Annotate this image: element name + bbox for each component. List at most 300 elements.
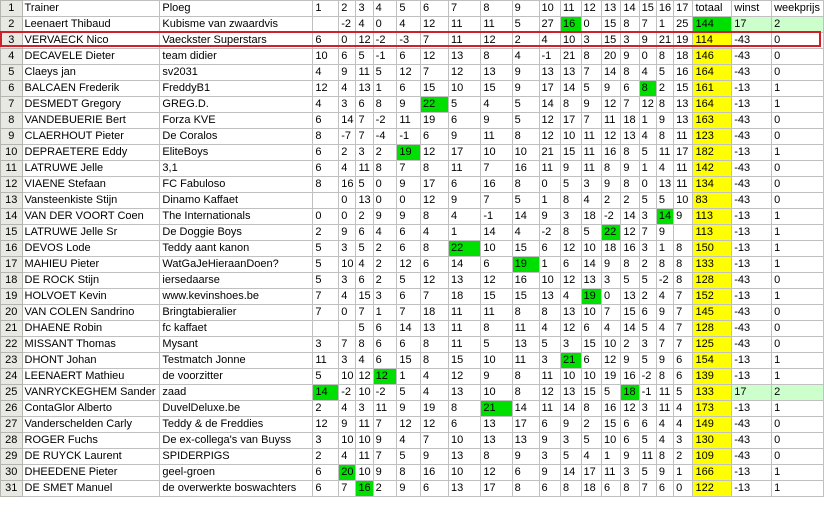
row-header[interactable]: 18 xyxy=(1,273,23,289)
week-score-cell[interactable]: 2 xyxy=(601,193,620,209)
week-score-cell[interactable]: 5 xyxy=(639,433,656,449)
week-score-cell[interactable]: 14 xyxy=(313,385,339,401)
week-score-cell[interactable]: 12 xyxy=(449,65,481,81)
week-score-cell[interactable]: 8 xyxy=(561,97,581,113)
week-score-cell[interactable]: 11 xyxy=(397,113,421,129)
week-score-cell[interactable]: 6 xyxy=(421,481,449,497)
week-score-cell[interactable]: 11 xyxy=(313,353,339,369)
week-score-cell[interactable]: 6 xyxy=(449,113,481,129)
week-score-cell[interactable]: 8 xyxy=(512,385,539,401)
week-score-cell[interactable]: 7 xyxy=(397,161,421,177)
week-score-cell[interactable]: 6 xyxy=(373,353,397,369)
team-cell[interactable]: Vaeckster Superstars xyxy=(160,33,313,49)
team-cell[interactable]: Teddy aant kanon xyxy=(160,241,313,257)
week-score-cell[interactable]: 11 xyxy=(674,161,693,177)
week-score-cell[interactable]: 11 xyxy=(449,337,481,353)
week-score-cell[interactable]: 5 xyxy=(581,225,601,241)
week-score-cell[interactable]: 6 xyxy=(397,225,421,241)
week-score-cell[interactable]: 12 xyxy=(421,17,449,33)
week-score-cell[interactable]: 17 xyxy=(581,465,601,481)
week-score-cell[interactable]: 9 xyxy=(674,209,693,225)
total-cell[interactable]: 134 xyxy=(693,177,732,193)
week-score-cell[interactable]: 19 xyxy=(397,145,421,161)
team-cell[interactable]: EliteBoys xyxy=(160,145,313,161)
week-score-cell[interactable]: 10 xyxy=(356,465,373,481)
week-score-cell[interactable]: 4 xyxy=(339,401,356,417)
total-cell[interactable]: 83 xyxy=(693,193,732,209)
week-score-cell[interactable]: 1 xyxy=(656,241,673,257)
column-header[interactable]: 2 xyxy=(339,1,356,17)
week-score-cell[interactable] xyxy=(313,193,339,209)
trainer-cell[interactable]: ROGER Fuchs xyxy=(22,433,160,449)
trainer-cell[interactable]: DECAVELE Dieter xyxy=(22,49,160,65)
trainer-cell[interactable]: DEPRAETERE Eddy xyxy=(22,145,160,161)
weekprijs-cell[interactable]: 1 xyxy=(772,481,824,497)
week-score-cell[interactable]: 14 xyxy=(656,209,673,225)
week-score-cell[interactable]: 5 xyxy=(313,257,339,273)
week-score-cell[interactable]: 11 xyxy=(481,17,512,33)
week-score-cell[interactable]: 7 xyxy=(421,289,449,305)
week-score-cell[interactable]: 1 xyxy=(639,113,656,129)
week-score-cell[interactable]: 6 xyxy=(656,481,673,497)
week-score-cell[interactable]: 9 xyxy=(397,401,421,417)
week-score-cell[interactable]: 13 xyxy=(656,177,673,193)
week-score-cell[interactable]: 4 xyxy=(601,321,620,337)
week-score-cell[interactable]: 7 xyxy=(339,337,356,353)
week-score-cell[interactable]: 2 xyxy=(373,145,397,161)
trainer-cell[interactable]: ContaGlor Alberto xyxy=(22,401,160,417)
week-score-cell[interactable]: 3 xyxy=(639,337,656,353)
column-header[interactable]: 9 xyxy=(512,1,539,17)
trainer-cell[interactable]: DE SMET Manuel xyxy=(22,481,160,497)
week-score-cell[interactable]: 10 xyxy=(601,337,620,353)
total-cell[interactable]: 146 xyxy=(693,49,732,65)
column-header[interactable]: 5 xyxy=(397,1,421,17)
week-score-cell[interactable]: 15 xyxy=(601,417,620,433)
row-header[interactable]: 8 xyxy=(1,113,23,129)
week-score-cell[interactable]: 4 xyxy=(656,417,673,433)
week-score-cell[interactable]: 4 xyxy=(356,257,373,273)
week-score-cell[interactable]: 16 xyxy=(421,465,449,481)
week-score-cell[interactable]: 2 xyxy=(373,257,397,273)
week-score-cell[interactable]: -2 xyxy=(373,33,397,49)
team-cell[interactable]: FreddyB1 xyxy=(160,81,313,97)
week-score-cell[interactable]: 11 xyxy=(449,161,481,177)
week-score-cell[interactable]: 11 xyxy=(674,129,693,145)
week-score-cell[interactable]: 14 xyxy=(581,257,601,273)
week-score-cell[interactable]: 6 xyxy=(539,417,561,433)
week-score-cell[interactable]: 11 xyxy=(373,401,397,417)
total-cell[interactable]: 152 xyxy=(693,289,732,305)
column-header[interactable]: 7 xyxy=(449,1,481,17)
week-score-cell[interactable]: 11 xyxy=(656,385,673,401)
team-cell[interactable]: DuvelDeluxe.be xyxy=(160,401,313,417)
week-score-cell[interactable]: 15 xyxy=(481,81,512,97)
week-score-cell[interactable]: 2 xyxy=(621,193,639,209)
week-score-cell[interactable]: 12 xyxy=(481,273,512,289)
week-score-cell[interactable] xyxy=(674,225,693,241)
row-header[interactable]: 29 xyxy=(1,449,23,465)
week-score-cell[interactable]: 17 xyxy=(539,81,561,97)
column-header[interactable]: 12 xyxy=(581,1,601,17)
week-score-cell[interactable]: 22 xyxy=(421,97,449,113)
week-score-cell[interactable]: 0 xyxy=(581,17,601,33)
week-score-cell[interactable]: 5 xyxy=(313,241,339,257)
winst-cell[interactable]: -13 xyxy=(732,225,772,241)
week-score-cell[interactable]: 1 xyxy=(449,225,481,241)
column-header[interactable]: 6 xyxy=(421,1,449,17)
week-score-cell[interactable]: 13 xyxy=(581,273,601,289)
week-score-cell[interactable]: 13 xyxy=(561,305,581,321)
week-score-cell[interactable]: 11 xyxy=(512,353,539,369)
week-score-cell[interactable]: 8 xyxy=(621,145,639,161)
week-score-cell[interactable]: 7 xyxy=(674,289,693,305)
week-score-cell[interactable]: 4 xyxy=(356,17,373,33)
week-score-cell[interactable]: 6 xyxy=(313,481,339,497)
winst-cell[interactable]: -13 xyxy=(732,369,772,385)
week-score-cell[interactable]: 3 xyxy=(561,433,581,449)
week-score-cell[interactable]: 11 xyxy=(601,113,620,129)
week-score-cell[interactable]: 14 xyxy=(339,113,356,129)
week-score-cell[interactable]: 4 xyxy=(656,161,673,177)
week-score-cell[interactable]: -1 xyxy=(397,129,421,145)
week-score-cell[interactable]: 14 xyxy=(512,209,539,225)
week-score-cell[interactable]: 15 xyxy=(581,385,601,401)
week-score-cell[interactable]: 6 xyxy=(397,337,421,353)
column-header[interactable]: totaal xyxy=(693,1,732,17)
column-header[interactable]: 14 xyxy=(621,1,639,17)
week-score-cell[interactable]: 8 xyxy=(512,129,539,145)
week-score-cell[interactable]: 11 xyxy=(581,145,601,161)
trainer-cell[interactable]: DHEEDENE Pieter xyxy=(22,465,160,481)
week-score-cell[interactable]: 2 xyxy=(373,273,397,289)
weekprijs-cell[interactable]: 0 xyxy=(772,129,824,145)
trainer-cell[interactable]: VAN DER VOORT Coen xyxy=(22,209,160,225)
week-score-cell[interactable]: 12 xyxy=(481,33,512,49)
week-score-cell[interactable]: 12 xyxy=(539,113,561,129)
week-score-cell[interactable]: 8 xyxy=(561,193,581,209)
week-score-cell[interactable]: 9 xyxy=(373,433,397,449)
total-cell[interactable]: 164 xyxy=(693,97,732,113)
total-cell[interactable]: 122 xyxy=(693,481,732,497)
total-cell[interactable]: 113 xyxy=(693,209,732,225)
week-score-cell[interactable]: 19 xyxy=(421,401,449,417)
row-header[interactable]: 11 xyxy=(1,161,23,177)
week-score-cell[interactable]: 8 xyxy=(561,225,581,241)
row-header[interactable]: 16 xyxy=(1,241,23,257)
week-score-cell[interactable]: 6 xyxy=(397,81,421,97)
week-score-cell[interactable]: 1 xyxy=(539,257,561,273)
week-score-cell[interactable]: 6 xyxy=(313,113,339,129)
week-score-cell[interactable]: 21 xyxy=(561,49,581,65)
total-cell[interactable]: 133 xyxy=(693,385,732,401)
week-score-cell[interactable]: 17 xyxy=(674,145,693,161)
weekprijs-cell[interactable]: 0 xyxy=(772,49,824,65)
week-score-cell[interactable]: 3 xyxy=(601,273,620,289)
week-score-cell[interactable]: -1 xyxy=(481,209,512,225)
week-score-cell[interactable]: 19 xyxy=(601,369,620,385)
trainer-cell[interactable]: CLAERHOUT Pieter xyxy=(22,129,160,145)
week-score-cell[interactable]: 9 xyxy=(397,97,421,113)
week-score-cell[interactable]: 0 xyxy=(674,481,693,497)
week-score-cell[interactable]: 0 xyxy=(639,49,656,65)
week-score-cell[interactable]: 12 xyxy=(601,129,620,145)
week-score-cell[interactable]: 11 xyxy=(539,369,561,385)
winst-cell[interactable]: -43 xyxy=(732,49,772,65)
week-score-cell[interactable]: 3 xyxy=(639,209,656,225)
week-score-cell[interactable]: 8 xyxy=(621,65,639,81)
week-score-cell[interactable]: 3 xyxy=(356,145,373,161)
week-score-cell[interactable]: 9 xyxy=(656,225,673,241)
week-score-cell[interactable]: 16 xyxy=(674,65,693,81)
week-score-cell[interactable]: 13 xyxy=(512,433,539,449)
weekprijs-cell[interactable]: 1 xyxy=(772,97,824,113)
week-score-cell[interactable]: 9 xyxy=(601,81,620,97)
week-score-cell[interactable]: 6 xyxy=(339,49,356,65)
week-score-cell[interactable]: 5 xyxy=(639,145,656,161)
week-score-cell[interactable]: 7 xyxy=(421,65,449,81)
week-score-cell[interactable]: 6 xyxy=(356,97,373,113)
week-score-cell[interactable]: 8 xyxy=(512,369,539,385)
week-score-cell[interactable]: 5 xyxy=(621,273,639,289)
week-score-cell[interactable]: 5 xyxy=(356,321,373,337)
week-score-cell[interactable]: 10 xyxy=(512,145,539,161)
week-score-cell[interactable] xyxy=(313,17,339,33)
week-score-cell[interactable]: 13 xyxy=(421,321,449,337)
row-header[interactable]: 22 xyxy=(1,337,23,353)
week-score-cell[interactable]: 9 xyxy=(339,65,356,81)
week-score-cell[interactable]: 8 xyxy=(421,209,449,225)
week-score-cell[interactable]: 8 xyxy=(656,49,673,65)
week-score-cell[interactable]: 4 xyxy=(313,65,339,81)
week-score-cell[interactable]: 13 xyxy=(356,193,373,209)
trainer-cell[interactable]: HOLVOET Kevin xyxy=(22,289,160,305)
week-score-cell[interactable]: 16 xyxy=(481,177,512,193)
row-header[interactable]: 21 xyxy=(1,321,23,337)
week-score-cell[interactable]: 9 xyxy=(561,417,581,433)
week-score-cell[interactable]: 8 xyxy=(313,177,339,193)
week-score-cell[interactable]: 6 xyxy=(313,33,339,49)
week-score-cell[interactable]: 14 xyxy=(397,321,421,337)
week-score-cell[interactable]: 4 xyxy=(339,289,356,305)
winst-cell[interactable]: -43 xyxy=(732,321,772,337)
week-score-cell[interactable]: -7 xyxy=(339,129,356,145)
week-score-cell[interactable]: 6 xyxy=(373,337,397,353)
week-score-cell[interactable]: 10 xyxy=(481,145,512,161)
week-score-cell[interactable]: 10 xyxy=(561,33,581,49)
week-score-cell[interactable]: 8 xyxy=(421,353,449,369)
week-score-cell[interactable]: 8 xyxy=(639,81,656,97)
week-score-cell[interactable]: 8 xyxy=(512,305,539,321)
team-cell[interactable]: De Doggie Boys xyxy=(160,225,313,241)
row-header[interactable]: 15 xyxy=(1,225,23,241)
week-score-cell[interactable]: 5 xyxy=(561,449,581,465)
week-score-cell[interactable]: 0 xyxy=(339,33,356,49)
week-score-cell[interactable]: 4 xyxy=(512,225,539,241)
week-score-cell[interactable]: 15 xyxy=(356,289,373,305)
week-score-cell[interactable]: 1 xyxy=(373,305,397,321)
week-score-cell[interactable]: 18 xyxy=(421,305,449,321)
week-score-cell[interactable]: 12 xyxy=(397,257,421,273)
total-cell[interactable]: 154 xyxy=(693,353,732,369)
week-score-cell[interactable]: 9 xyxy=(656,353,673,369)
week-score-cell[interactable]: 9 xyxy=(601,257,620,273)
week-score-cell[interactable]: 19 xyxy=(512,257,539,273)
trainer-cell[interactable]: DE RUYCK Laurent xyxy=(22,449,160,465)
week-score-cell[interactable]: -1 xyxy=(539,49,561,65)
week-score-cell[interactable]: 12 xyxy=(421,273,449,289)
week-score-cell[interactable]: 5 xyxy=(313,369,339,385)
winst-cell[interactable]: -43 xyxy=(732,433,772,449)
trainer-cell[interactable]: DHONT Johan xyxy=(22,353,160,369)
week-score-cell[interactable]: 3 xyxy=(674,433,693,449)
row-header[interactable]: 25 xyxy=(1,385,23,401)
week-score-cell[interactable]: 9 xyxy=(373,209,397,225)
column-header[interactable]: 13 xyxy=(601,1,620,17)
week-score-cell[interactable]: 8 xyxy=(356,337,373,353)
week-score-cell[interactable]: 12 xyxy=(397,417,421,433)
week-score-cell[interactable]: 3 xyxy=(339,353,356,369)
week-score-cell[interactable]: 4 xyxy=(539,33,561,49)
week-score-cell[interactable]: 18 xyxy=(581,481,601,497)
team-cell[interactable]: 3,1 xyxy=(160,161,313,177)
week-score-cell[interactable]: 13 xyxy=(561,385,581,401)
week-score-cell[interactable]: 2 xyxy=(621,337,639,353)
week-score-cell[interactable]: 4 xyxy=(674,401,693,417)
week-score-cell[interactable]: 10 xyxy=(339,257,356,273)
week-score-cell[interactable]: 0 xyxy=(397,193,421,209)
week-score-cell[interactable]: 3 xyxy=(639,401,656,417)
week-score-cell[interactable]: 10 xyxy=(313,49,339,65)
winst-cell[interactable]: -43 xyxy=(732,305,772,321)
week-score-cell[interactable]: 15 xyxy=(481,289,512,305)
week-score-cell[interactable]: 7 xyxy=(373,417,397,433)
week-score-cell[interactable]: 9 xyxy=(373,465,397,481)
week-score-cell[interactable]: 6 xyxy=(313,145,339,161)
total-cell[interactable]: 164 xyxy=(693,65,732,81)
week-score-cell[interactable]: 5 xyxy=(639,193,656,209)
week-score-cell[interactable]: 6 xyxy=(674,369,693,385)
week-score-cell[interactable]: 19 xyxy=(421,113,449,129)
week-score-cell[interactable]: 9 xyxy=(481,369,512,385)
week-score-cell[interactable]: 22 xyxy=(601,225,620,241)
week-score-cell[interactable]: 10 xyxy=(581,369,601,385)
week-score-cell[interactable]: 3 xyxy=(373,289,397,305)
week-score-cell[interactable]: 2 xyxy=(313,449,339,465)
week-score-cell[interactable]: 9 xyxy=(397,481,421,497)
week-score-cell[interactable]: 8 xyxy=(512,177,539,193)
winst-cell[interactable]: -13 xyxy=(732,465,772,481)
week-score-cell[interactable]: 8 xyxy=(481,449,512,465)
week-score-cell[interactable]: 14 xyxy=(512,401,539,417)
week-score-cell[interactable]: 5 xyxy=(601,385,620,401)
week-score-cell[interactable]: -2 xyxy=(373,113,397,129)
trainer-cell[interactable]: DESMEDT Gregory xyxy=(22,97,160,113)
total-cell[interactable]: 123 xyxy=(693,129,732,145)
week-score-cell[interactable]: 7 xyxy=(373,449,397,465)
team-cell[interactable]: GREG.D. xyxy=(160,97,313,113)
week-score-cell[interactable]: 4 xyxy=(561,289,581,305)
week-score-cell[interactable]: 8 xyxy=(581,401,601,417)
week-score-cell[interactable]: 13 xyxy=(449,273,481,289)
week-score-cell[interactable]: 8 xyxy=(674,241,693,257)
week-score-cell[interactable]: 21 xyxy=(539,145,561,161)
week-score-cell[interactable]: 14 xyxy=(561,401,581,417)
week-score-cell[interactable]: 6 xyxy=(356,273,373,289)
week-score-cell[interactable]: 3 xyxy=(621,465,639,481)
week-score-cell[interactable]: 16 xyxy=(356,481,373,497)
week-score-cell[interactable]: 9 xyxy=(449,129,481,145)
week-score-cell[interactable]: 13 xyxy=(449,449,481,465)
week-score-cell[interactable]: 8 xyxy=(421,241,449,257)
week-score-cell[interactable]: 15 xyxy=(674,81,693,97)
week-score-cell[interactable]: 10 xyxy=(339,433,356,449)
week-score-cell[interactable]: 6 xyxy=(421,257,449,273)
week-score-cell[interactable]: 2 xyxy=(356,209,373,225)
winst-cell[interactable]: -13 xyxy=(732,209,772,225)
trainer-cell[interactable]: Vansteenkiste Stijn xyxy=(22,193,160,209)
row-header-1[interactable]: 1 xyxy=(1,1,23,17)
week-score-cell[interactable]: 13 xyxy=(481,65,512,81)
week-score-cell[interactable]: 9 xyxy=(481,113,512,129)
week-score-cell[interactable]: 8 xyxy=(656,449,673,465)
week-score-cell[interactable] xyxy=(313,321,339,337)
trainer-cell[interactable]: Claeys jan xyxy=(22,65,160,81)
week-score-cell[interactable]: 5 xyxy=(639,321,656,337)
winst-cell[interactable]: -13 xyxy=(732,145,772,161)
weekprijs-cell[interactable]: 1 xyxy=(772,401,824,417)
week-score-cell[interactable]: 11 xyxy=(356,161,373,177)
team-cell[interactable]: SPIDERPIGS xyxy=(160,449,313,465)
week-score-cell[interactable]: 5 xyxy=(639,273,656,289)
week-score-cell[interactable]: 1 xyxy=(539,193,561,209)
week-score-cell[interactable]: 20 xyxy=(601,49,620,65)
total-cell[interactable]: 109 xyxy=(693,449,732,465)
week-score-cell[interactable]: 8 xyxy=(397,465,421,481)
week-score-cell[interactable]: 12 xyxy=(397,65,421,81)
winst-cell[interactable]: -13 xyxy=(732,81,772,97)
week-score-cell[interactable]: 3 xyxy=(313,433,339,449)
trainer-cell[interactable]: DE ROCK Stijn xyxy=(22,273,160,289)
weekprijs-cell[interactable]: 0 xyxy=(772,65,824,81)
winst-cell[interactable]: 17 xyxy=(732,17,772,33)
total-cell[interactable]: 130 xyxy=(693,433,732,449)
winst-cell[interactable]: -43 xyxy=(732,337,772,353)
trainer-cell[interactable]: MISSANT Thomas xyxy=(22,337,160,353)
week-score-cell[interactable]: 1 xyxy=(656,17,673,33)
week-score-cell[interactable]: 4 xyxy=(656,433,673,449)
week-score-cell[interactable]: 6 xyxy=(313,465,339,481)
row-header[interactable]: 6 xyxy=(1,81,23,97)
week-score-cell[interactable]: 10 xyxy=(481,241,512,257)
week-score-cell[interactable]: 15 xyxy=(449,353,481,369)
week-score-cell[interactable]: 4 xyxy=(639,129,656,145)
week-score-cell[interactable]: 14 xyxy=(481,225,512,241)
week-score-cell[interactable]: 6 xyxy=(539,241,561,257)
week-score-cell[interactable]: 11 xyxy=(449,305,481,321)
week-score-cell[interactable]: -4 xyxy=(373,129,397,145)
week-score-cell[interactable]: 8 xyxy=(313,129,339,145)
total-cell[interactable]: 139 xyxy=(693,369,732,385)
team-cell[interactable]: iersedaarse xyxy=(160,273,313,289)
trainer-cell[interactable]: LATRUWE Jelle xyxy=(22,161,160,177)
week-score-cell[interactable]: 7 xyxy=(581,113,601,129)
week-score-cell[interactable]: 18 xyxy=(674,49,693,65)
week-score-cell[interactable]: 6 xyxy=(356,225,373,241)
week-score-cell[interactable]: 4 xyxy=(656,321,673,337)
total-cell[interactable]: 128 xyxy=(693,321,732,337)
week-score-cell[interactable]: -2 xyxy=(639,369,656,385)
